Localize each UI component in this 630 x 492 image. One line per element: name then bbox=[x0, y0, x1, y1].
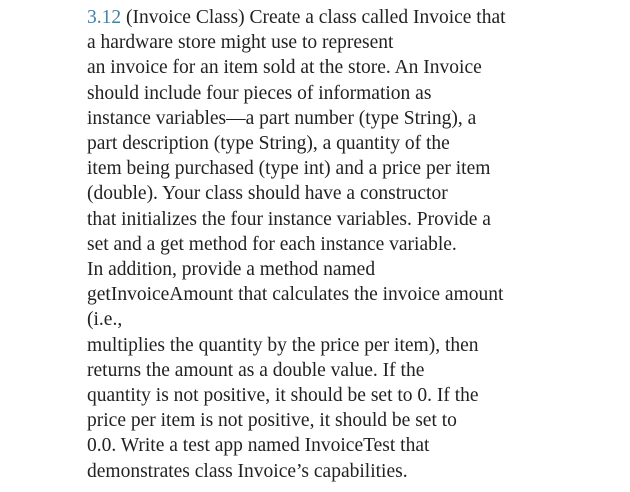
text-line-1 bbox=[87, 5, 617, 30]
text-line-6: part description (type String), a quantity of the bbox=[87, 133, 450, 155]
text-line-8: (double). Your class should have a constructor bbox=[87, 183, 448, 205]
text-line-5: instance variables—a part number (type String), a bbox=[87, 107, 477, 129]
exercise-number: 3.12 bbox=[87, 7, 122, 28]
text-line-15: returns the amount as a double value. If the bbox=[87, 359, 425, 381]
text-line-10: set and a get method for each instance variable. bbox=[87, 233, 457, 255]
text-line-12: getInvoiceAmount that calculates the invoice amount bbox=[87, 284, 504, 306]
text-line-3: an invoice for an item sold at the store. An Invoice bbox=[87, 57, 482, 79]
text-line-16: quantity is not positive, it should be set to 0. If the bbox=[87, 385, 479, 407]
text-line-7: item being purchased (type int) and a price per item bbox=[87, 158, 491, 180]
text-line-4: should include four pieces of information as bbox=[87, 82, 432, 104]
exercise-text-block bbox=[87, 5, 617, 484]
text-line-13: (i.e., bbox=[87, 309, 123, 331]
exercise-title-line: (Invoice Class) Create a class called Invoice that bbox=[121, 7, 506, 28]
text-line-14: multiplies the quantity by the price per item), then bbox=[87, 334, 479, 356]
text-line-11: In addition, provide a method named bbox=[87, 259, 376, 281]
text-line-17: price per item is not positive, it should be set to bbox=[87, 410, 457, 432]
text-line-19: demonstrates class Invoice’s capabilities. bbox=[87, 460, 408, 482]
text-line-9: that initializes the four instance variables. Provide a bbox=[87, 208, 491, 230]
text-line-2: a hardware store might use to represent bbox=[87, 32, 394, 54]
text-line-18: 0.0. Write a test app named InvoiceTest that bbox=[87, 435, 430, 457]
